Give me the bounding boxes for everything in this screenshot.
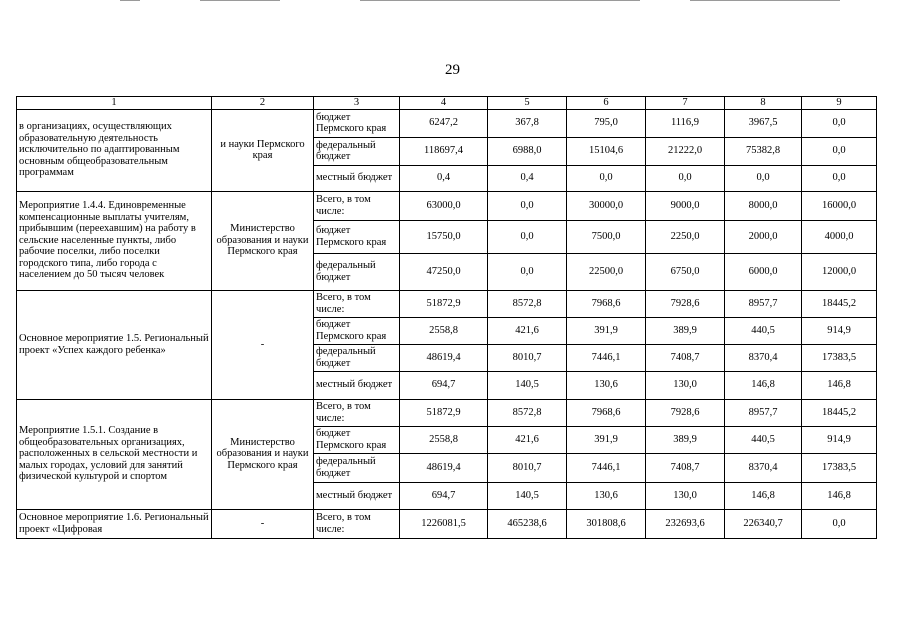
amount-cell: 21222,0	[646, 137, 725, 165]
amount-cell: 389,9	[646, 426, 725, 453]
amount-cell: 146,8	[802, 371, 877, 399]
scan-edge-line	[120, 0, 140, 1]
amount-cell: 8370,4	[725, 344, 802, 371]
amount-cell: 226340,7	[725, 509, 802, 538]
amount-cell: 914,9	[802, 317, 877, 344]
funding-source-cell: федеральный бюджет	[314, 344, 400, 371]
amount-cell: 130,0	[646, 371, 725, 399]
amount-cell: 8370,4	[725, 453, 802, 482]
amount-cell: 7968,6	[567, 399, 646, 426]
amount-cell: 15750,0	[400, 220, 488, 253]
amount-cell: 421,6	[488, 426, 567, 453]
amount-cell: 3967,5	[725, 109, 802, 137]
amount-cell: 7408,7	[646, 453, 725, 482]
amount-cell: 140,5	[488, 482, 567, 509]
executor-cell: -	[212, 509, 314, 538]
amount-cell: 18445,2	[802, 399, 877, 426]
amount-cell: 146,8	[802, 482, 877, 509]
table-row	[17, 509, 877, 538]
amount-cell: 6988,0	[488, 137, 567, 165]
amount-cell: 6000,0	[725, 253, 802, 290]
header-cell: 3	[314, 97, 400, 110]
executor-cell: Министерство образования и науки Пермского края	[212, 399, 314, 509]
amount-cell: 118697,4	[400, 137, 488, 165]
amount-cell: 130,0	[646, 482, 725, 509]
header-cell: 8	[725, 97, 802, 110]
funding-source-cell: бюджет Пермского края	[314, 426, 400, 453]
amount-cell: 75382,8	[725, 137, 802, 165]
amount-cell: 130,6	[567, 482, 646, 509]
amount-cell: 51872,9	[400, 290, 488, 317]
amount-cell: 2558,8	[400, 317, 488, 344]
amount-cell: 0,4	[400, 165, 488, 191]
amount-cell: 795,0	[567, 109, 646, 137]
amount-cell: 0,0	[488, 253, 567, 290]
amount-cell: 2000,0	[725, 220, 802, 253]
scan-edge-line	[690, 0, 840, 1]
header-cell: 6	[567, 97, 646, 110]
funding-source-cell: местный бюджет	[314, 165, 400, 191]
amount-cell: 0,0	[725, 165, 802, 191]
header-cell: 4	[400, 97, 488, 110]
page-number: 29	[445, 62, 460, 78]
amount-cell: 8572,8	[488, 399, 567, 426]
amount-cell: 130,6	[567, 371, 646, 399]
funding-source-cell: Всего, в том числе:	[314, 509, 400, 538]
funding-source-cell: Всего, в том числе:	[314, 191, 400, 220]
amount-cell: 367,8	[488, 109, 567, 137]
amount-cell: 7928,6	[646, 290, 725, 317]
amount-cell: 389,9	[646, 317, 725, 344]
amount-cell: 0,0	[488, 191, 567, 220]
header-cell: 5	[488, 97, 567, 110]
amount-cell: 146,8	[725, 482, 802, 509]
amount-cell: 2250,0	[646, 220, 725, 253]
amount-cell: 1116,9	[646, 109, 725, 137]
amount-cell: 48619,4	[400, 344, 488, 371]
amount-cell: 391,9	[567, 426, 646, 453]
amount-cell: 6750,0	[646, 253, 725, 290]
amount-cell: 914,9	[802, 426, 877, 453]
amount-cell: 2558,8	[400, 426, 488, 453]
amount-cell: 47250,0	[400, 253, 488, 290]
amount-cell: 8957,7	[725, 290, 802, 317]
scan-edge-line	[360, 0, 640, 1]
amount-cell: 12000,0	[802, 253, 877, 290]
executor-cell: -	[212, 290, 314, 399]
amount-cell: 6247,2	[400, 109, 488, 137]
amount-cell: 8572,8	[488, 290, 567, 317]
table-row	[17, 109, 877, 137]
table-row	[17, 191, 877, 220]
amount-cell: 18445,2	[802, 290, 877, 317]
funding-source-cell: бюджет Пермского края	[314, 317, 400, 344]
amount-cell: 7968,6	[567, 290, 646, 317]
measure-name-cell: Мероприятие 1.4.4. Единовременные компенсационные выплаты учителям, прибывшим (переехавшим) на работу в сельские населенные пункты, либо рабочие поселки, либо поселки городского типа, либо города с населением до 50 тысяч человек	[17, 191, 212, 290]
amount-cell: 391,9	[567, 317, 646, 344]
amount-cell: 146,8	[725, 371, 802, 399]
amount-cell: 7500,0	[567, 220, 646, 253]
amount-cell: 8000,0	[725, 191, 802, 220]
funding-source-cell: Всего, в том числе:	[314, 290, 400, 317]
amount-cell: 0,0	[802, 137, 877, 165]
measure-name-cell: Мероприятие 1.5.1. Создание в общеобразовательных организациях, расположенных в сельской местности и малых городах, условий для занятий физической культурой и спортом	[17, 399, 212, 509]
amount-cell: 63000,0	[400, 191, 488, 220]
amount-cell: 48619,4	[400, 453, 488, 482]
amount-cell: 17383,5	[802, 453, 877, 482]
amount-cell: 7928,6	[646, 399, 725, 426]
funding-source-cell: местный бюджет	[314, 371, 400, 399]
measure-name-cell: Основное мероприятие 1.5. Региональный проект «Успех каждого ребенка»	[17, 290, 212, 399]
amount-cell: 22500,0	[567, 253, 646, 290]
measure-name-cell: в организациях, осуществляющих образовательную деятельность исключительно по адаптированным основным общеобразовательным программам	[17, 109, 212, 191]
funding-source-cell: бюджет Пермского края	[314, 220, 400, 253]
amount-cell: 4000,0	[802, 220, 877, 253]
amount-cell: 8957,7	[725, 399, 802, 426]
funding-source-cell: бюджет Пермского края	[314, 109, 400, 137]
amount-cell: 9000,0	[646, 191, 725, 220]
header-cell: 9	[802, 97, 877, 110]
amount-cell: 16000,0	[802, 191, 877, 220]
amount-cell: 30000,0	[567, 191, 646, 220]
amount-cell: 8010,7	[488, 453, 567, 482]
amount-cell: 15104,6	[567, 137, 646, 165]
amount-cell: 7408,7	[646, 344, 725, 371]
funding-source-cell: местный бюджет	[314, 482, 400, 509]
executor-cell: Министерство образования и науки Пермского края	[212, 191, 314, 290]
amount-cell: 694,7	[400, 371, 488, 399]
amount-cell: 7446,1	[567, 453, 646, 482]
funding-source-cell: федеральный бюджет	[314, 253, 400, 290]
budget-table	[16, 96, 877, 539]
amount-cell: 694,7	[400, 482, 488, 509]
table-row	[17, 290, 877, 317]
amount-cell: 1226081,5	[400, 509, 488, 538]
amount-cell: 301808,6	[567, 509, 646, 538]
funding-source-cell: федеральный бюджет	[314, 137, 400, 165]
funding-source-cell: Всего, в том числе:	[314, 399, 400, 426]
amount-cell: 0,0	[488, 220, 567, 253]
amount-cell: 0,0	[802, 509, 877, 538]
amount-cell: 0,0	[802, 109, 877, 137]
amount-cell: 0,0	[802, 165, 877, 191]
header-cell: 2	[212, 97, 314, 110]
amount-cell: 0,0	[567, 165, 646, 191]
header-row	[17, 97, 877, 110]
table-row	[17, 399, 877, 426]
amount-cell: 51872,9	[400, 399, 488, 426]
amount-cell: 421,6	[488, 317, 567, 344]
measure-name-cell: Основное мероприятие 1.6. Региональный проект «Цифровая	[17, 509, 212, 538]
amount-cell: 140,5	[488, 371, 567, 399]
header-cell: 7	[646, 97, 725, 110]
amount-cell: 465238,6	[488, 509, 567, 538]
amount-cell: 8010,7	[488, 344, 567, 371]
header-cell: 1	[17, 97, 212, 110]
amount-cell: 0,0	[646, 165, 725, 191]
amount-cell: 0,4	[488, 165, 567, 191]
funding-source-cell: федеральный бюджет	[314, 453, 400, 482]
amount-cell: 7446,1	[567, 344, 646, 371]
amount-cell: 440,5	[725, 317, 802, 344]
amount-cell: 17383,5	[802, 344, 877, 371]
amount-cell: 440,5	[725, 426, 802, 453]
amount-cell: 232693,6	[646, 509, 725, 538]
executor-cell: и науки Пермского края	[212, 109, 314, 191]
scan-edge-line	[200, 0, 280, 1]
